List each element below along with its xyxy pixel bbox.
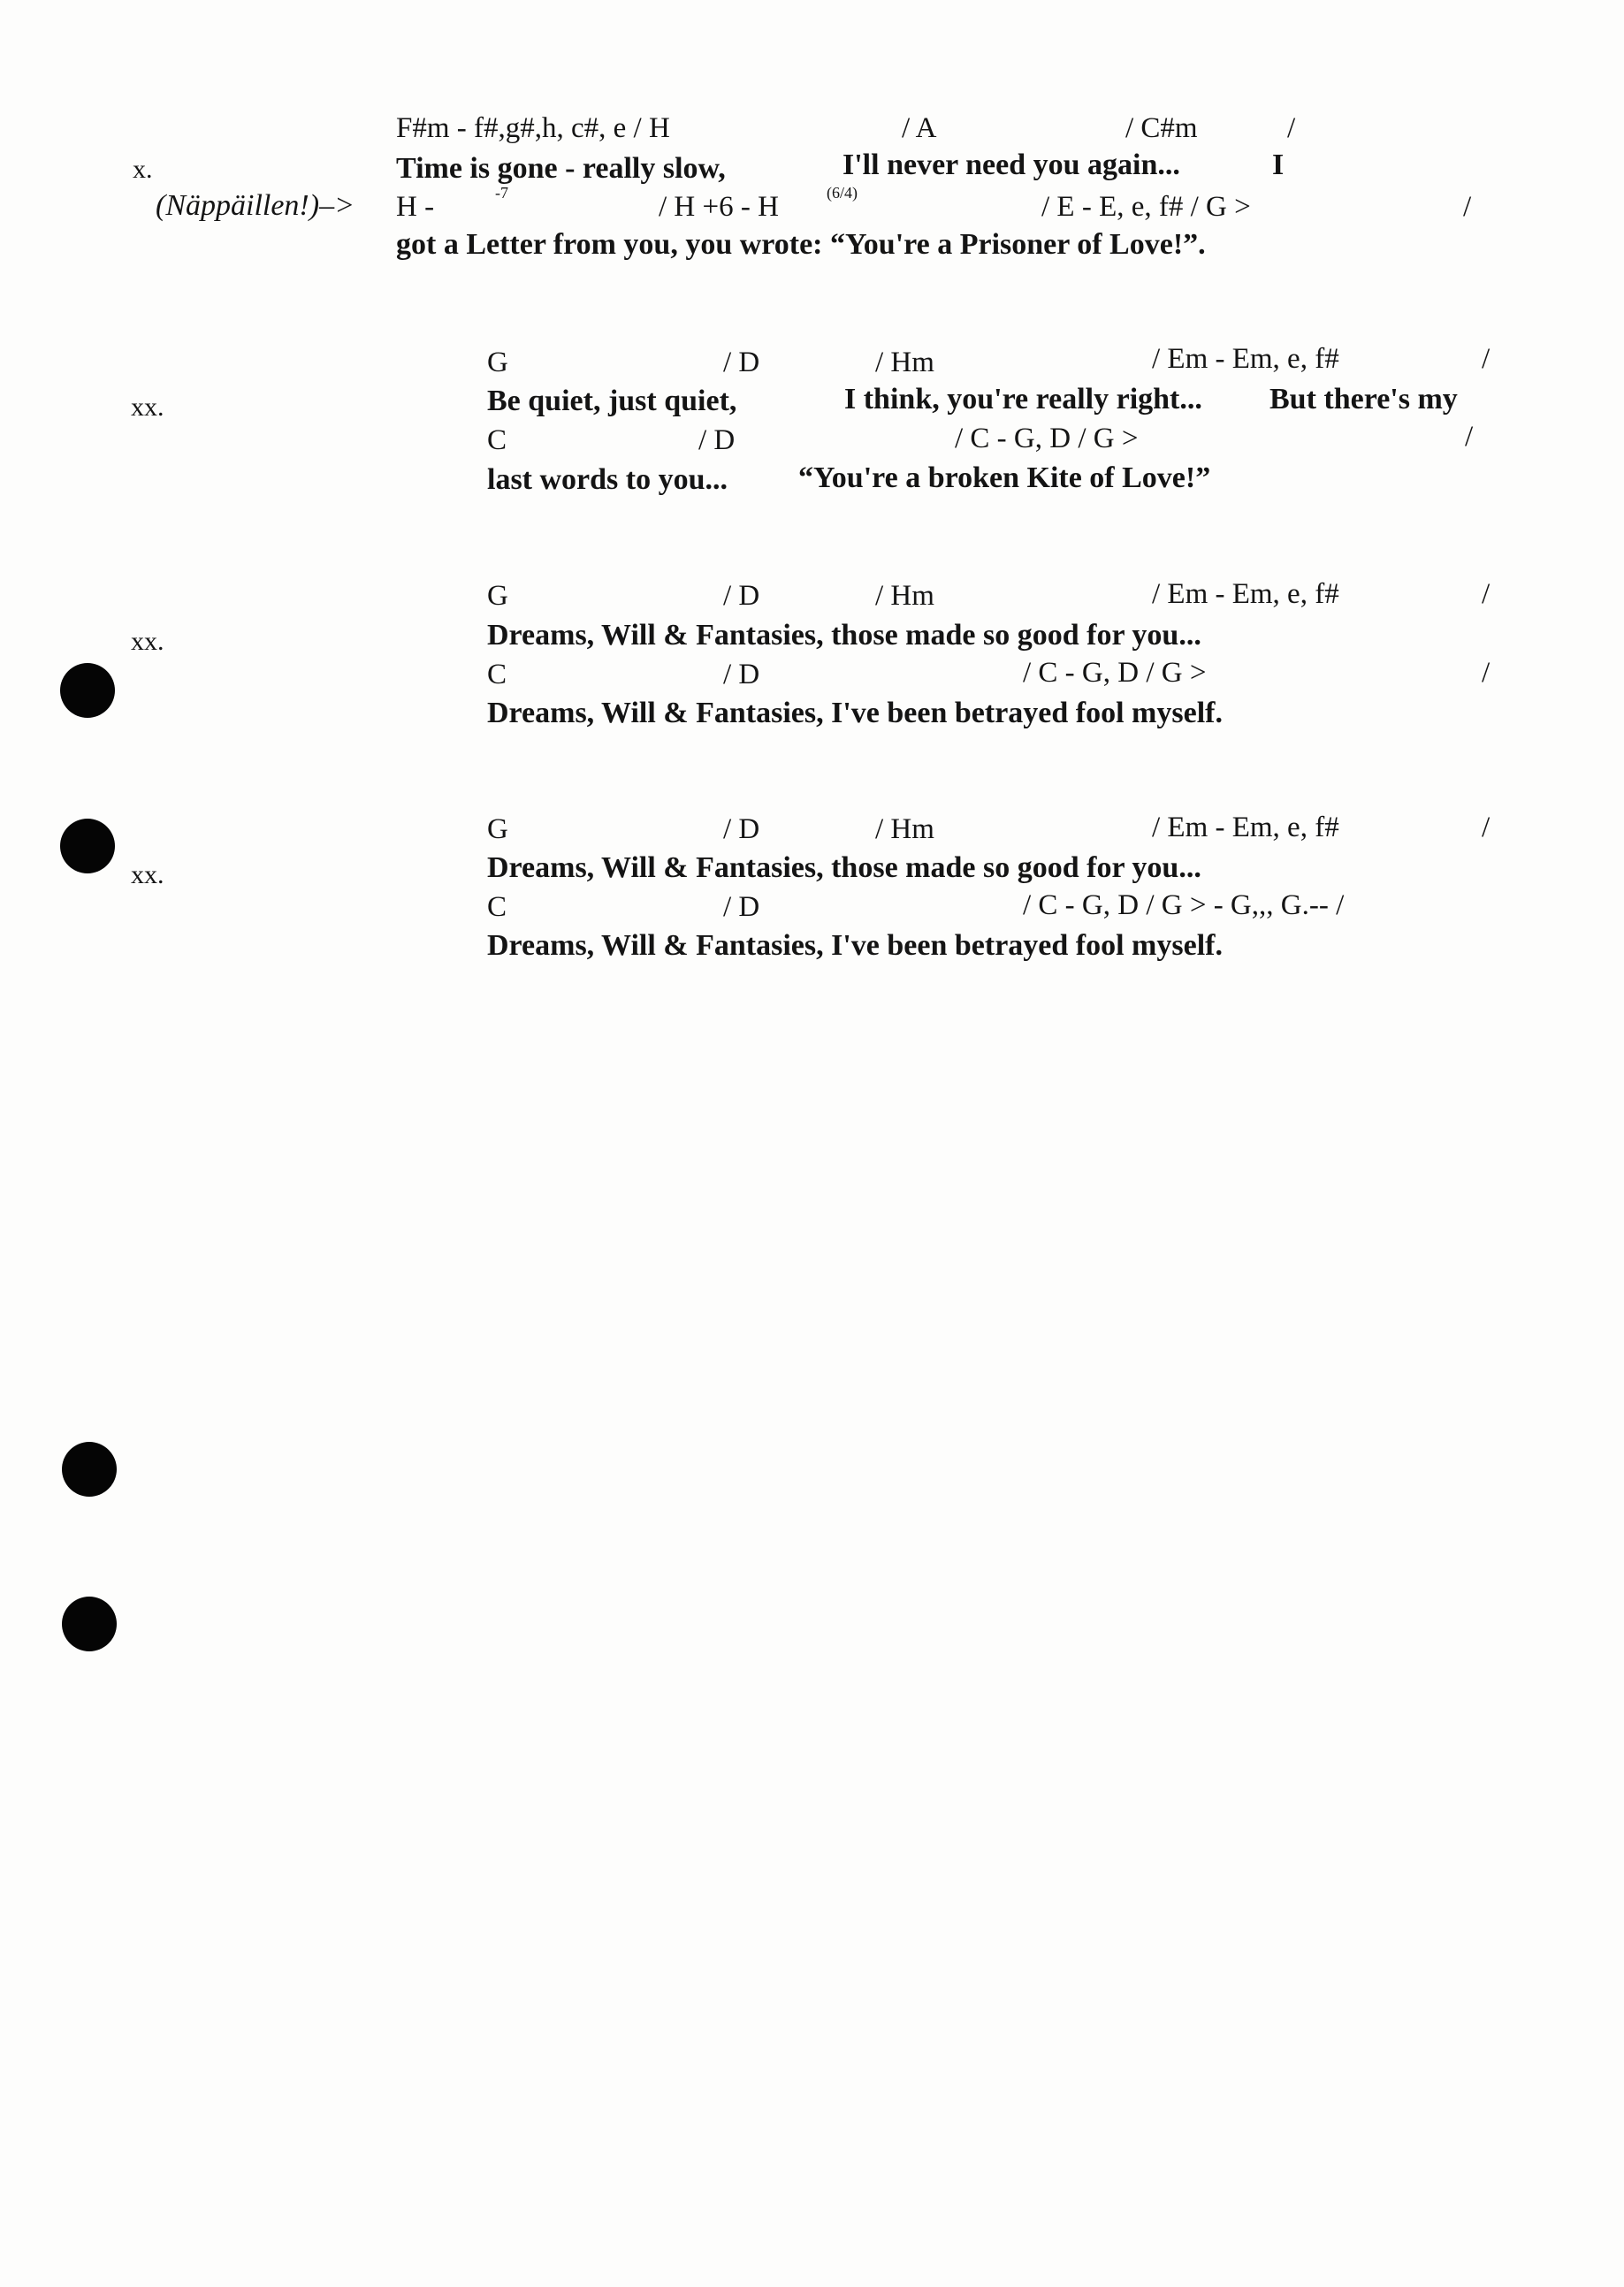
chord-line: / Em - Em, e, f# bbox=[1152, 812, 1339, 843]
chord-line: C bbox=[487, 659, 507, 690]
punch-hole bbox=[62, 1597, 117, 1651]
lyric-line: Dreams, Will & Fantasies, I've been betrayed fool myself. bbox=[487, 929, 1223, 962]
chord-line: / C - G, D / G > - G,,, G.-- / bbox=[1023, 889, 1345, 921]
lyric-line: I'll never need you again... bbox=[842, 149, 1180, 181]
chord-line: / Hm bbox=[875, 580, 934, 612]
chord-line: / D bbox=[723, 813, 760, 845]
punch-hole bbox=[62, 1442, 117, 1497]
lyric-line: I think, you're really right... bbox=[844, 383, 1202, 415]
chord-superscript: -7 bbox=[495, 184, 508, 202]
lyric-line: got a Letter from you, you wrote: “You're a Prisoner of Love!”. bbox=[396, 228, 1206, 261]
performance-note: (Näppäillen!)–> bbox=[156, 189, 355, 222]
lyric-line: Dreams, Will & Fantasies, those made so good for you... bbox=[487, 619, 1201, 652]
chord-line: / bbox=[1465, 421, 1474, 453]
chord-line: / Em - Em, e, f# bbox=[1152, 343, 1339, 375]
chord-line: / D bbox=[723, 891, 760, 923]
chord-superscript: (6/4) bbox=[827, 184, 858, 202]
chord-line: / C - G, D / G > bbox=[955, 423, 1139, 454]
lyric-line: “You're a broken Kite of Love!” bbox=[798, 461, 1211, 494]
chord-line: / bbox=[1482, 657, 1491, 689]
verse-marker: xx. bbox=[131, 393, 164, 422]
chord-line: / C#m bbox=[1125, 112, 1198, 144]
verse-marker: x. bbox=[133, 155, 153, 184]
chord-line: / bbox=[1482, 343, 1491, 375]
chord-line: / bbox=[1463, 191, 1472, 223]
chord-line: / C - G, D / G > bbox=[1023, 657, 1207, 689]
lyric-line: Be quiet, just quiet, bbox=[487, 385, 737, 417]
verse-marker: xx. bbox=[131, 860, 164, 889]
chord-line: / Hm bbox=[875, 813, 934, 845]
lyric-line: Dreams, Will & Fantasies, those made so good for you... bbox=[487, 851, 1201, 884]
chord-line: F#m - f#,g#,h, c#, e / H bbox=[396, 112, 670, 144]
chord-line: / D bbox=[698, 424, 736, 456]
chord-line: / bbox=[1482, 578, 1491, 610]
chord-line: / D bbox=[723, 347, 760, 378]
chord-line bbox=[495, 186, 508, 218]
chord-line: / D bbox=[723, 659, 760, 690]
chord-line: / A bbox=[902, 112, 937, 144]
verse-marker: xx. bbox=[131, 627, 164, 656]
chord-line: H - bbox=[396, 191, 435, 223]
chord-line: G bbox=[487, 813, 508, 845]
punch-hole bbox=[60, 663, 115, 718]
chord-line: / Hm bbox=[875, 347, 934, 378]
chord-line: / H +6 - H bbox=[659, 191, 779, 223]
lyric-line: last words to you... bbox=[487, 463, 728, 496]
lyric-line: Time is gone - really slow, bbox=[396, 152, 726, 185]
chord-line: C bbox=[487, 424, 507, 456]
lyric-line: Dreams, Will & Fantasies, I've been betrayed fool myself. bbox=[487, 697, 1223, 729]
chord-line: / bbox=[1482, 812, 1491, 843]
chord-line: / bbox=[1287, 112, 1296, 144]
chord-line bbox=[827, 186, 858, 218]
chord-line: / Em - Em, e, f# bbox=[1152, 578, 1339, 610]
chord-line: G bbox=[487, 347, 508, 378]
punch-hole bbox=[60, 819, 115, 873]
chord-line: / E - E, e, f# / G > bbox=[1041, 191, 1251, 223]
chord-line: / D bbox=[723, 580, 760, 612]
chord-line: G bbox=[487, 580, 508, 612]
chord-line: C bbox=[487, 891, 507, 923]
lyric-line: I bbox=[1272, 149, 1285, 181]
lyric-line: But there's my bbox=[1269, 383, 1458, 415]
